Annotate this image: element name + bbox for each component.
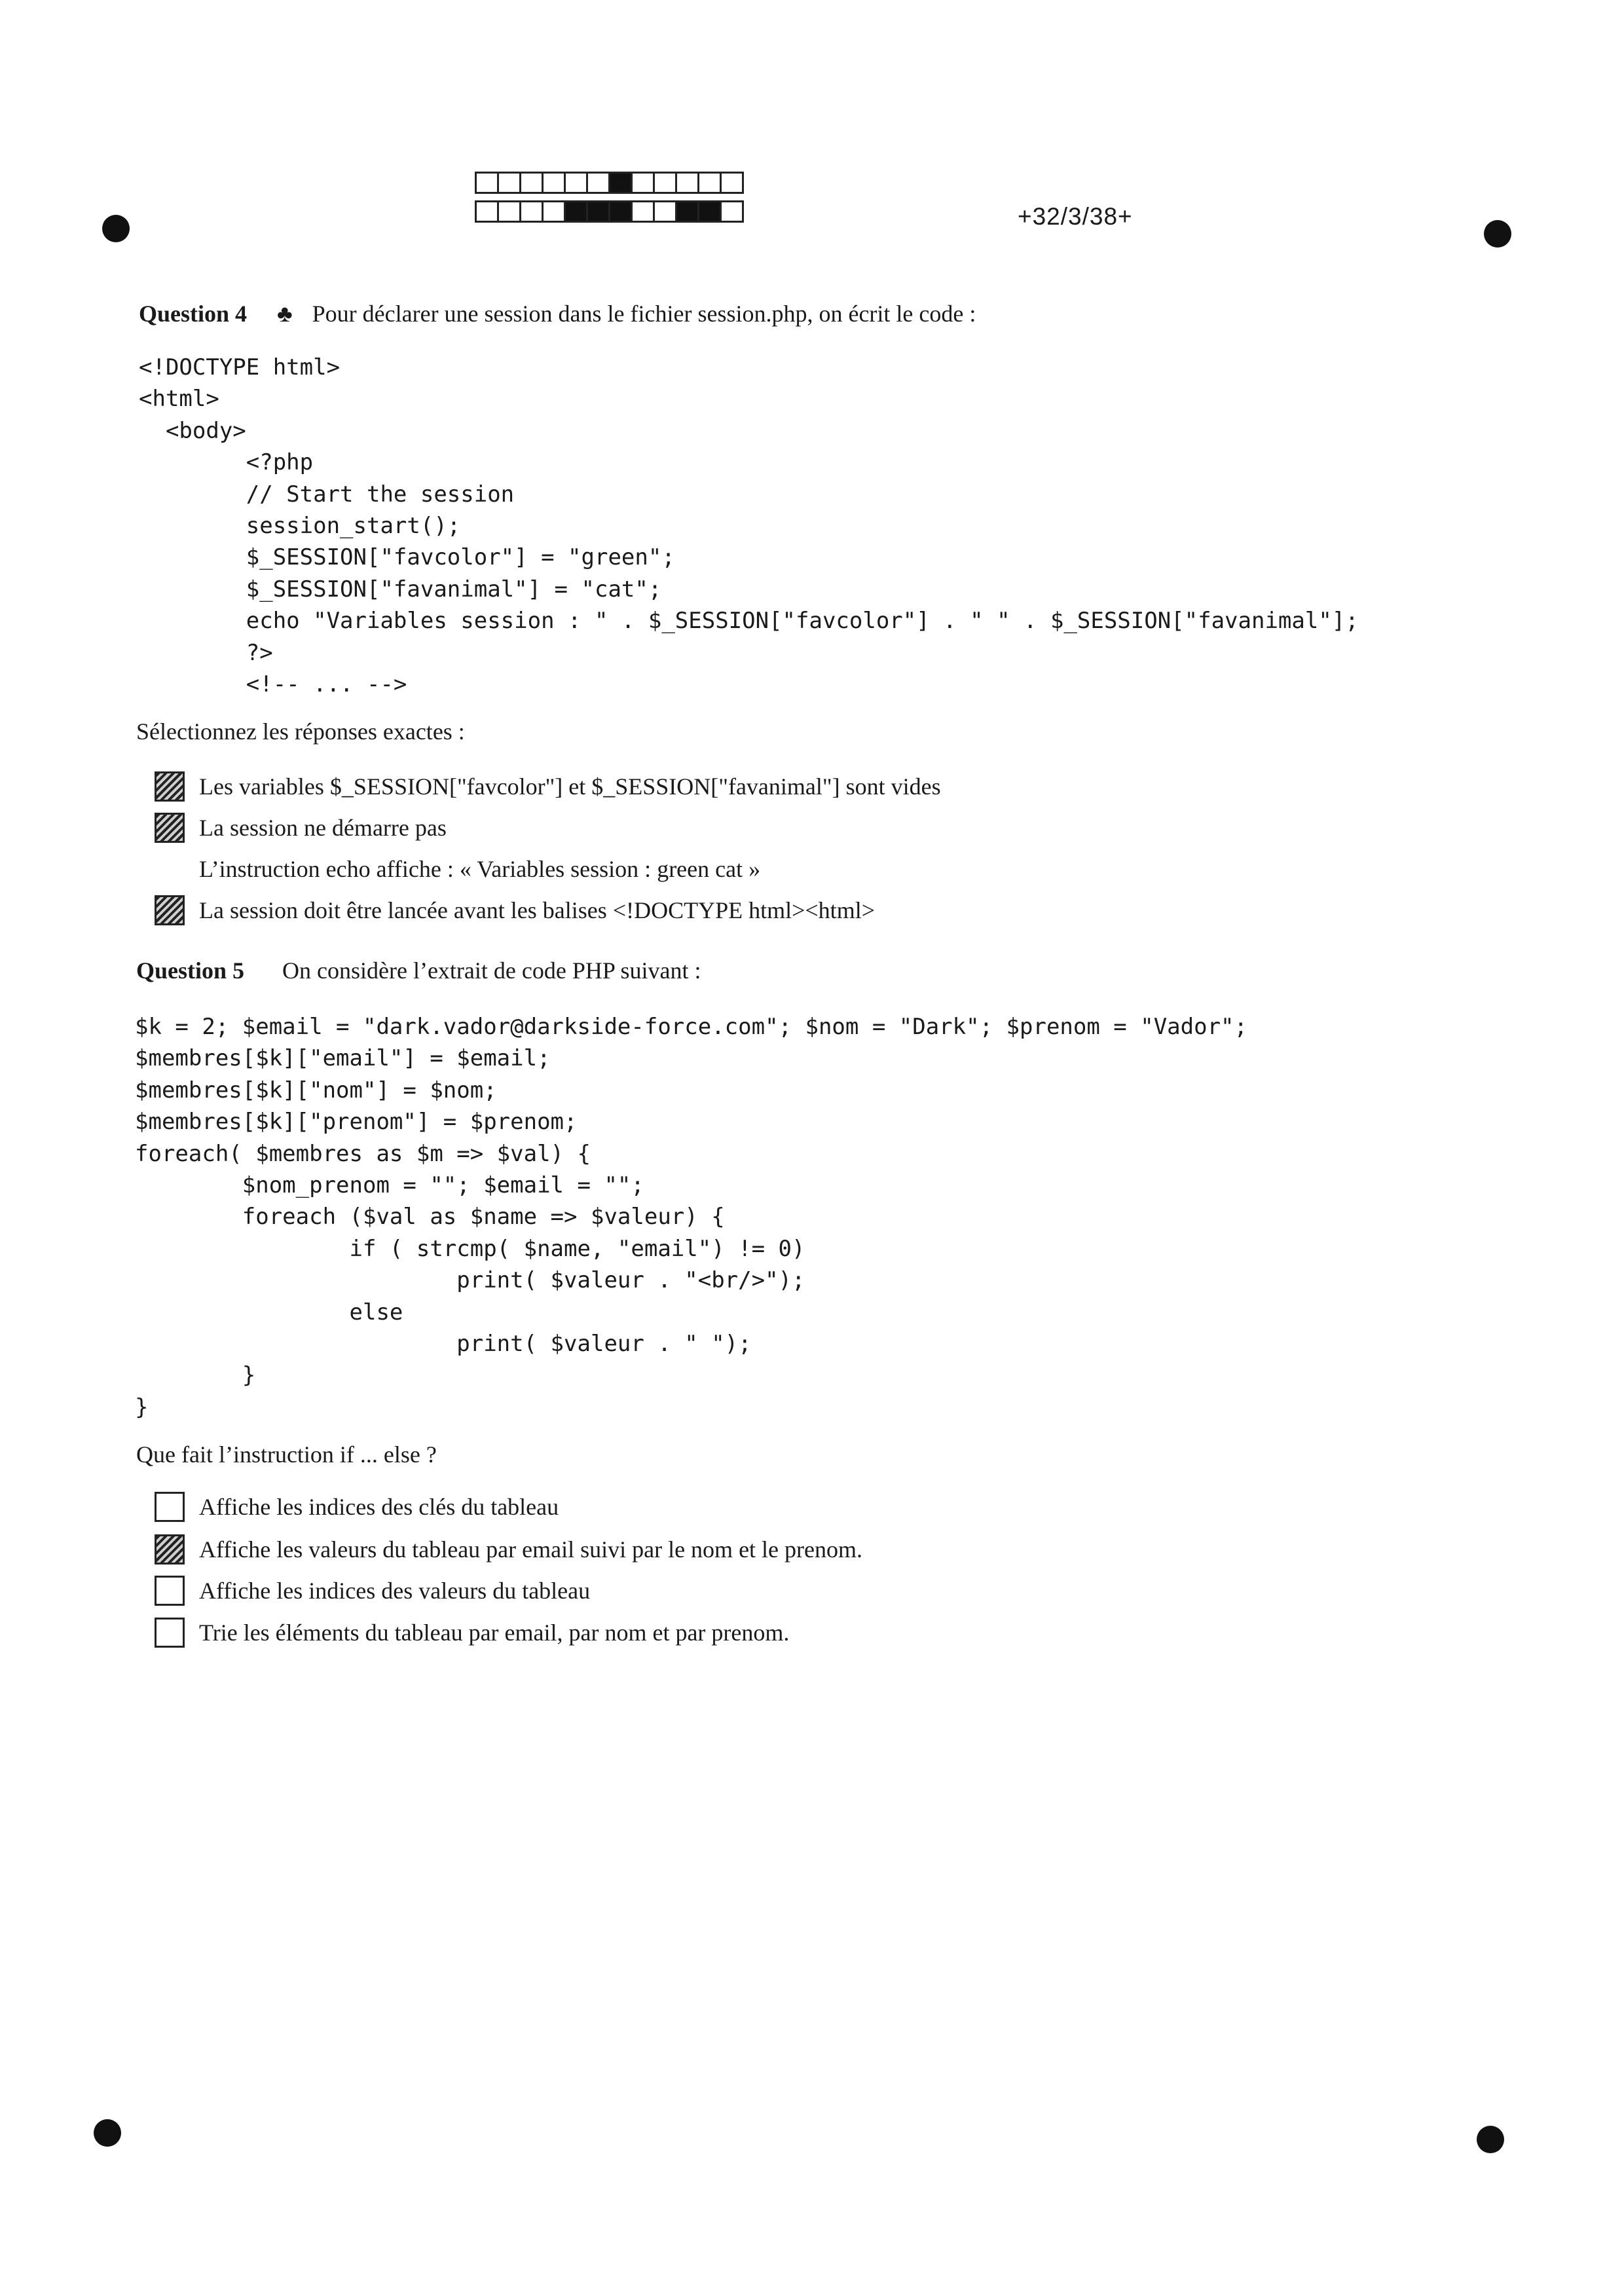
answer-text: La session doit être lancée avant les balises <!DOCTYPE html><html> — [199, 897, 875, 923]
barcode-bottom-row — [475, 200, 742, 223]
answer-text: Les variables $_SESSION["favcolor"] et $_SESSION["favanimal"] sont vides — [199, 773, 941, 800]
answer-checkbox[interactable] — [155, 1492, 185, 1522]
barcode-cell — [608, 172, 633, 194]
answer-text: L’instruction echo affiche : « Variables session : green cat » — [199, 856, 761, 882]
barcode-cell — [608, 200, 633, 223]
question-5-label: Question 5 — [136, 957, 245, 984]
barcode-cell — [475, 200, 499, 223]
barcode-cell — [631, 172, 655, 194]
answer-option[interactable] — [155, 1615, 789, 1650]
page-identifier: +32/3/38+ — [1018, 203, 1133, 230]
barcode-cell — [542, 200, 566, 223]
answer-checkbox[interactable] — [155, 813, 185, 843]
barcode-cell — [631, 200, 655, 223]
corner-mark-top-right — [1484, 220, 1511, 248]
multiple-answer-club-icon: ♣ — [277, 301, 293, 327]
barcode-cell — [586, 172, 610, 194]
answer-option[interactable] — [155, 851, 760, 887]
barcode-cell — [497, 200, 521, 223]
barcode-cell — [564, 172, 588, 194]
barcode-cell — [586, 200, 610, 223]
corner-mark-top-left — [102, 215, 130, 242]
barcode-cell — [542, 172, 566, 194]
answer-checkbox[interactable] — [155, 895, 185, 925]
answer-checkbox[interactable] — [155, 771, 185, 802]
answer-option[interactable] — [155, 1532, 862, 1567]
answer-option[interactable] — [155, 893, 875, 928]
answer-text: Affiche les valeurs du tableau par email suivi par le nom et le prenom. — [199, 1536, 862, 1563]
barcode-cell — [519, 172, 544, 194]
barcode-cell — [653, 172, 677, 194]
question-4-text: Pour déclarer une session dans le fichier session.php, on écrit le code : — [312, 301, 976, 327]
barcode-cell — [697, 172, 722, 194]
barcode-cell — [519, 200, 544, 223]
answer-checkbox[interactable] — [155, 1618, 185, 1648]
barcode-cell — [564, 200, 588, 223]
answer-checkbox[interactable] — [155, 1576, 185, 1606]
answer-text: Affiche les indices des valeurs du tableau — [199, 1578, 591, 1604]
answer-text: Affiche les indices des clés du tableau — [199, 1494, 559, 1520]
question-4-header — [139, 300, 976, 327]
answer-checkbox[interactable] — [155, 1534, 185, 1565]
question-5-code: $k = 2; $email = "dark.vador@darkside-force.com"; $nom = "Dark"; $prenom = "Vador"; $membres[$k]["email"] = $email; $membres[$k]["nom"] = $nom; $membres[$k]["prenom"] = $prenom; foreach( $membres as $m => $val) { $nom_prenom = ""; $email = ""; foreach ($val as $name => $valeur) { if ( strcmp( $name, "email") != 0) print( $valeur . "<br/>"); else print( $valeur . " "); } } — [135, 1014, 1247, 1420]
barcode-cell — [720, 200, 744, 223]
barcode-cell — [497, 172, 521, 194]
barcode-cell — [475, 172, 499, 194]
barcode-top-row — [475, 172, 742, 194]
question-4-code: <!DOCTYPE html> <html> <body> <?php // Start the session session_start(); $_SESSION["favcolor"] = "green"; $_SESSION["favanimal"] = "cat"; echo "Variables session : " . $_SESSION["favcolor"] . " " . $_SESSION["favanimal"]; ?> <!-- ... --> — [139, 354, 1359, 698]
answer-option[interactable] — [155, 1489, 559, 1525]
question-4-prompt: Sélectionnez les réponses exactes : — [136, 718, 465, 745]
answer-option[interactable] — [155, 1573, 590, 1608]
answer-option[interactable] — [155, 810, 447, 845]
barcode-cell — [653, 200, 677, 223]
corner-mark-bottom-right — [1477, 2126, 1504, 2153]
answer-text: La session ne démarre pas — [199, 815, 447, 841]
barcode-cell — [675, 172, 699, 194]
answer-option[interactable] — [155, 769, 941, 804]
answer-checkbox[interactable] — [155, 854, 185, 884]
corner-mark-bottom-left — [94, 2119, 121, 2147]
answer-text: Trie les éléments du tableau par email, par nom et par prenom. — [199, 1620, 790, 1646]
question-4-label: Question 4 — [139, 301, 248, 327]
barcode-cell — [675, 200, 699, 223]
question-5-prompt: Que fait l’instruction if ... else ? — [136, 1441, 437, 1468]
barcode-cell — [697, 200, 722, 223]
question-5-header — [136, 957, 701, 984]
question-5-text: On considère l’extrait de code PHP suivant : — [282, 957, 701, 984]
barcode-cell — [720, 172, 744, 194]
